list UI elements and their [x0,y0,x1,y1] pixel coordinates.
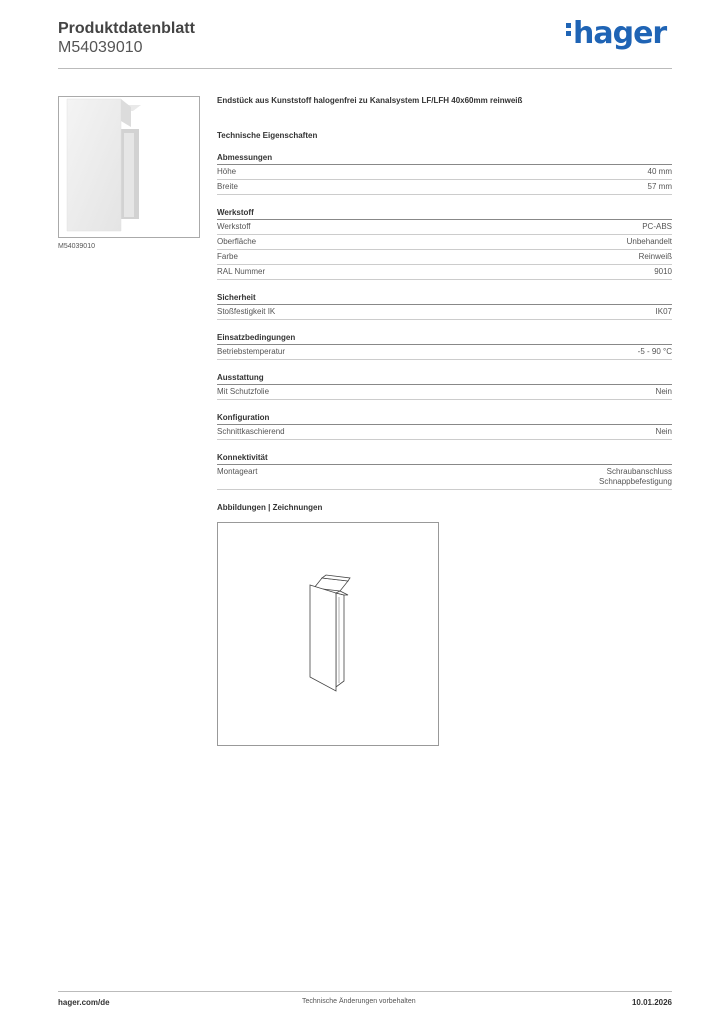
property-value-line: 9010 [654,267,672,276]
property-value-line: 40 mm [647,167,672,176]
property-section [217,208,672,280]
section-title: Abmessungen [217,153,672,165]
property-label: Betriebstemperatur [217,347,286,356]
property-row [217,385,672,400]
section-title: Einsatzbedingungen [217,333,672,345]
property-value [599,467,672,487]
section-title: Sicherheit [217,293,672,305]
property-value [648,182,672,192]
property-value [627,237,672,247]
product-description: Endstück aus Kunststoff halogenfrei zu Kanalsystem LF/LFH 40x60mm reinweiß [217,96,523,105]
property-value [654,267,672,277]
property-value [656,427,672,437]
footer-notice: Technische Änderungen vorbehalten [302,998,416,1005]
property-row [217,265,672,280]
property-label: Werkstoff [217,222,251,231]
properties-list [217,153,672,490]
logo-text: hager [573,16,667,51]
product-thumbnail [58,96,200,238]
property-value-line: Nein [655,427,672,436]
property-section [217,413,672,440]
property-section [217,333,672,360]
property-label: RAL Nummer [217,267,266,276]
property-label: Schnittkaschierend [217,427,285,436]
logo-dots-icon [566,20,571,39]
property-row [217,220,672,235]
property-value-line: 57 mm [647,182,672,191]
footer-website-link[interactable]: hager.com/de [58,998,110,1007]
property-value-line: IK07 [655,307,672,316]
property-value-line: -5 - 90 °C [637,347,672,356]
property-label: Montageart [217,467,258,476]
property-row [217,345,672,360]
property-section [217,453,672,490]
property-row [217,165,672,180]
property-row [217,250,672,265]
property-value [642,222,672,232]
property-value-line: Schnappbefestigung [599,477,672,486]
thumbnail-caption: M54039010 [58,243,95,250]
figures-heading: Abbildungen | Zeichnungen [217,503,323,512]
property-row [217,425,672,440]
footer-divider [58,991,672,992]
section-title: Werkstoff [217,208,672,220]
property-section [217,153,672,195]
property-value-line: Nein [655,387,672,396]
property-value-line: PC-ABS [642,222,672,231]
product-drawing [217,522,439,746]
property-row [217,465,672,490]
product-code: M54039010 [58,39,143,56]
section-title: Konfiguration [217,413,672,425]
content-area [217,96,672,503]
property-row [217,180,672,195]
property-label: Breite [217,182,238,191]
end-cap-drawing-icon [218,523,438,745]
section-title: Konnektivität [217,453,672,465]
property-row [217,305,672,320]
property-label: Stoßfestigkeit IK [217,307,276,316]
property-label: Höhe [217,167,237,176]
property-value [638,347,672,357]
page-title: Produktdatenblatt [58,20,195,37]
property-value [656,307,672,317]
property-label: Mit Schutzfolie [217,387,270,396]
section-title: Ausstattung [217,373,672,385]
property-value-line: Schraubanschluss [606,467,672,476]
property-section [217,373,672,400]
property-value-line: Unbehandelt [626,237,672,246]
footer-date: 10.01.2026 [631,998,672,1007]
property-value-line: Reinweiß [638,252,672,261]
end-cap-photo-icon [59,97,199,237]
property-value [656,387,672,397]
property-row [217,235,672,250]
property-label: Farbe [217,252,238,261]
hager-logo [566,16,666,51]
property-value [648,167,672,177]
property-label: Oberfläche [217,237,257,246]
property-section [217,293,672,320]
header-divider [58,68,672,69]
property-value [639,252,672,262]
tech-properties-heading: Technische Eigenschaften [217,131,318,140]
